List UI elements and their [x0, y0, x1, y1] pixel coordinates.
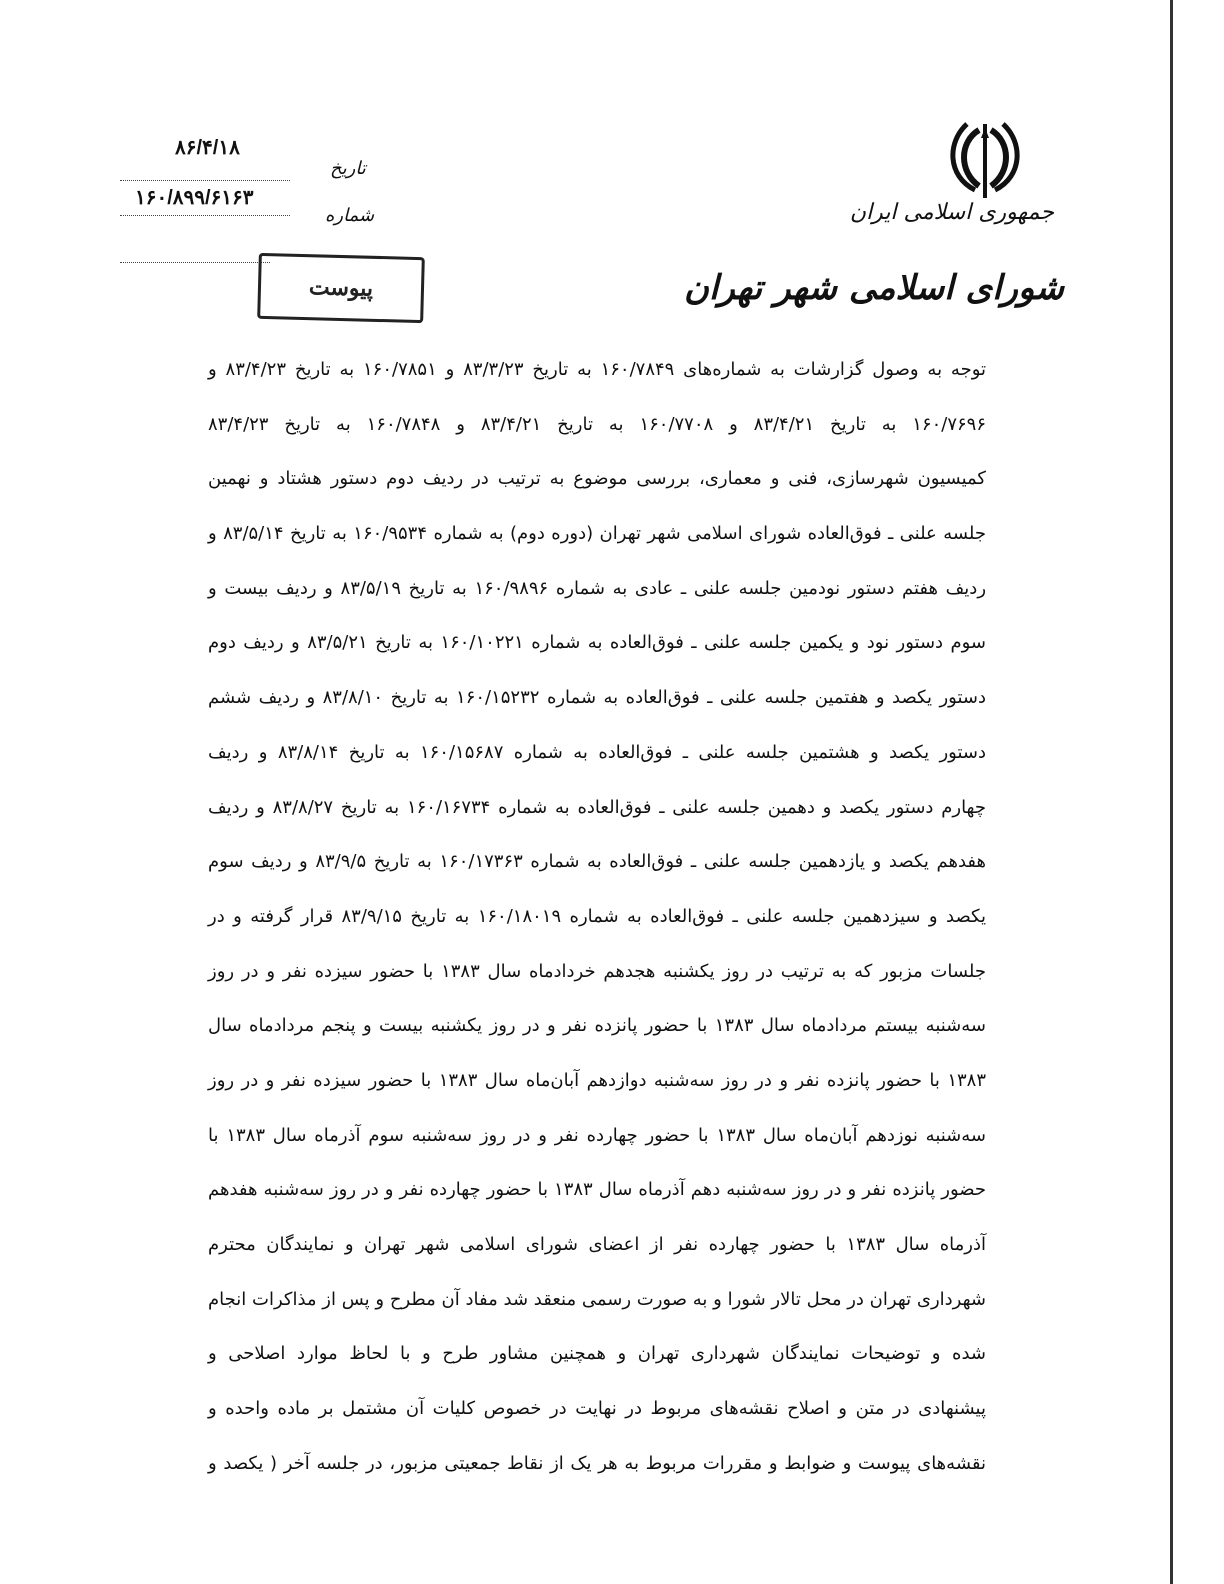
body-line: شهرداری تهران در محل تالار شورا و به صورت رسمی منعقد شد مفاد آن مطرح و پس از مذاکرات انجام [208, 1288, 986, 1310]
body-line: آذرماه سال ۱۳۸۳ با حضور چهارده نفر از اعضای شورای اسلامی شهر تهران و نمایندگان محترم [208, 1234, 986, 1255]
date-dotted-line [120, 180, 290, 181]
number-label: شماره [325, 205, 375, 226]
body-line: کمیسیون شهرسازی، فنی و معماری، بررسی موضوع به ترتیب در ردیف دوم دستور هشتاد و نهمین [208, 468, 986, 490]
letter-body [208, 353, 986, 1501]
attachment-stamp: پیوست [257, 253, 425, 323]
number-value: ۱۶۰/۸۹۹/۶۱۶۳ [135, 187, 254, 209]
body-line: سه‌شنبه بیستم مردادماه سال ۱۳۸۳ با حضور پانزده نفر و در روز یکشنبه بیست و پنجم مردادماه سال [208, 1015, 986, 1037]
body-line: سوم دستور نود و یکمین جلسه علنی ـ فوق‌العاده به شماره ۱۶۰/۱۰۲۲۱ به تاریخ ۸۳/۵/۲۱ و ردیف دوم [208, 632, 987, 654]
body-line: نقشه‌های پیوست و ضوابط و مقررات مربوط به هر یک از نقاط جمعیتی مزبور، در جلسه آخر ( یکصد و [208, 1452, 986, 1474]
body-line: جلسات مزبور که به ترتیب در روز یکشنبه هجدهم خردادماه سال ۱۳۸۳ با حضور سیزده نفر و در روز [208, 960, 986, 982]
scan-page-edge [1170, 0, 1173, 1584]
body-line: دستور یکصد و هشتمین جلسه علنی ـ فوق‌العاده به شماره ۱۶۰/۱۵۶۸۷ به تاریخ ۸۳/۸/۱۴ و ردیف [208, 741, 986, 763]
body-line: جلسه علنی ـ فوق‌العاده شورای اسلامی شهر تهران (دوره دوم) به شماره ۱۶۰/۹۵۳۴ به تاریخ ۸۳/۵/۱۴ و [208, 523, 986, 545]
country-name: جمهوری اسلامی ایران [849, 200, 1054, 225]
body-line: دستور یکصد و هفتمین جلسه علنی ـ فوق‌العاده به شماره ۱۶۰/۱۵۲۳۲ به تاریخ ۸۳/۸/۱۰ و ردیف ششم [208, 687, 987, 709]
body-line: ۱۶۰/۷۶۹۶ به تاریخ ۸۳/۴/۲۱ و ۱۶۰/۷۷۰۸ به تاریخ ۸۳/۴/۲۱ و ۱۶۰/۷۸۴۸ به تاریخ ۸۳/۴/۲۳ [208, 413, 987, 435]
iran-emblem-icon [945, 120, 1025, 200]
body-line: هفدهم یکصد و یازدهمین جلسه علنی ـ فوق‌العاده به شماره ۱۶۰/۱۷۳۶۳ به تاریخ ۸۳/۹/۵ و ردیف سوم [208, 851, 987, 873]
body-line: پیشنهادی در متن و اصلاح نقشه‌های مربوط در نهایت در خصوص کلیات آن مشتمل بر ماده واحده و [208, 1398, 986, 1420]
body-line: چهارم دستور یکصد و دهمین جلسه علنی ـ فوق‌العاده به شماره ۱۶۰/۱۶۷۳۴ به تاریخ ۸۳/۸/۲۷ و ردیف [208, 796, 986, 818]
attachment-dotted-line [120, 262, 270, 263]
body-line: شده و توضیحات نمایندگان شهرداری تهران و همچنین مشاور طرح و با لحاظ موارد اصلاحی و [208, 1343, 986, 1365]
number-dotted-line [120, 215, 290, 216]
body-line: سه‌شنبه نوزدهم آبان‌ماه سال ۱۳۸۳ با حضور چهارده نفر و در روز سه‌شنبه سوم آذرماه سال ۱۳۸۳ با [208, 1124, 986, 1146]
date-value: ۸۶/۴/۱۸ [175, 137, 240, 159]
date-label: تاریخ [330, 158, 366, 179]
body-line: ۱۳۸۳ با حضور پانزده نفر و در روز سه‌شنبه دوازدهم آبان‌ماه سال ۱۳۸۳ با حضور سیزده نفر و در روز [208, 1069, 986, 1091]
body-line: ردیف هفتم دستور نودمین جلسه علنی ـ عادی به شماره ۱۶۰/۹۸۹۶ به تاریخ ۸۳/۵/۱۹ و ردیف بیست و [208, 577, 987, 599]
body-line: یکصد و سیزدهمین جلسه علنی ـ فوق‌العاده به شماره ۱۶۰/۱۸۰۱۹ به تاریخ ۸۳/۹/۱۵ قرار گرفته و در [208, 905, 986, 927]
body-line: حضور پانزده نفر و در روز سه‌شنبه دهم آذرماه سال ۱۳۸۳ با حضور چهارده نفر و در روز سه‌شنبه هفدهم [208, 1179, 986, 1201]
council-name: شورای اسلامی شهر تهران [683, 268, 1064, 308]
body-line: توجه به وصول گزارشات به شماره‌های ۱۶۰/۷۸۴۹ به تاریخ ۸۳/۳/۲۳ و ۱۶۰/۷۸۵۱ به تاریخ ۸۳/۴/۲۳ و [208, 359, 987, 380]
